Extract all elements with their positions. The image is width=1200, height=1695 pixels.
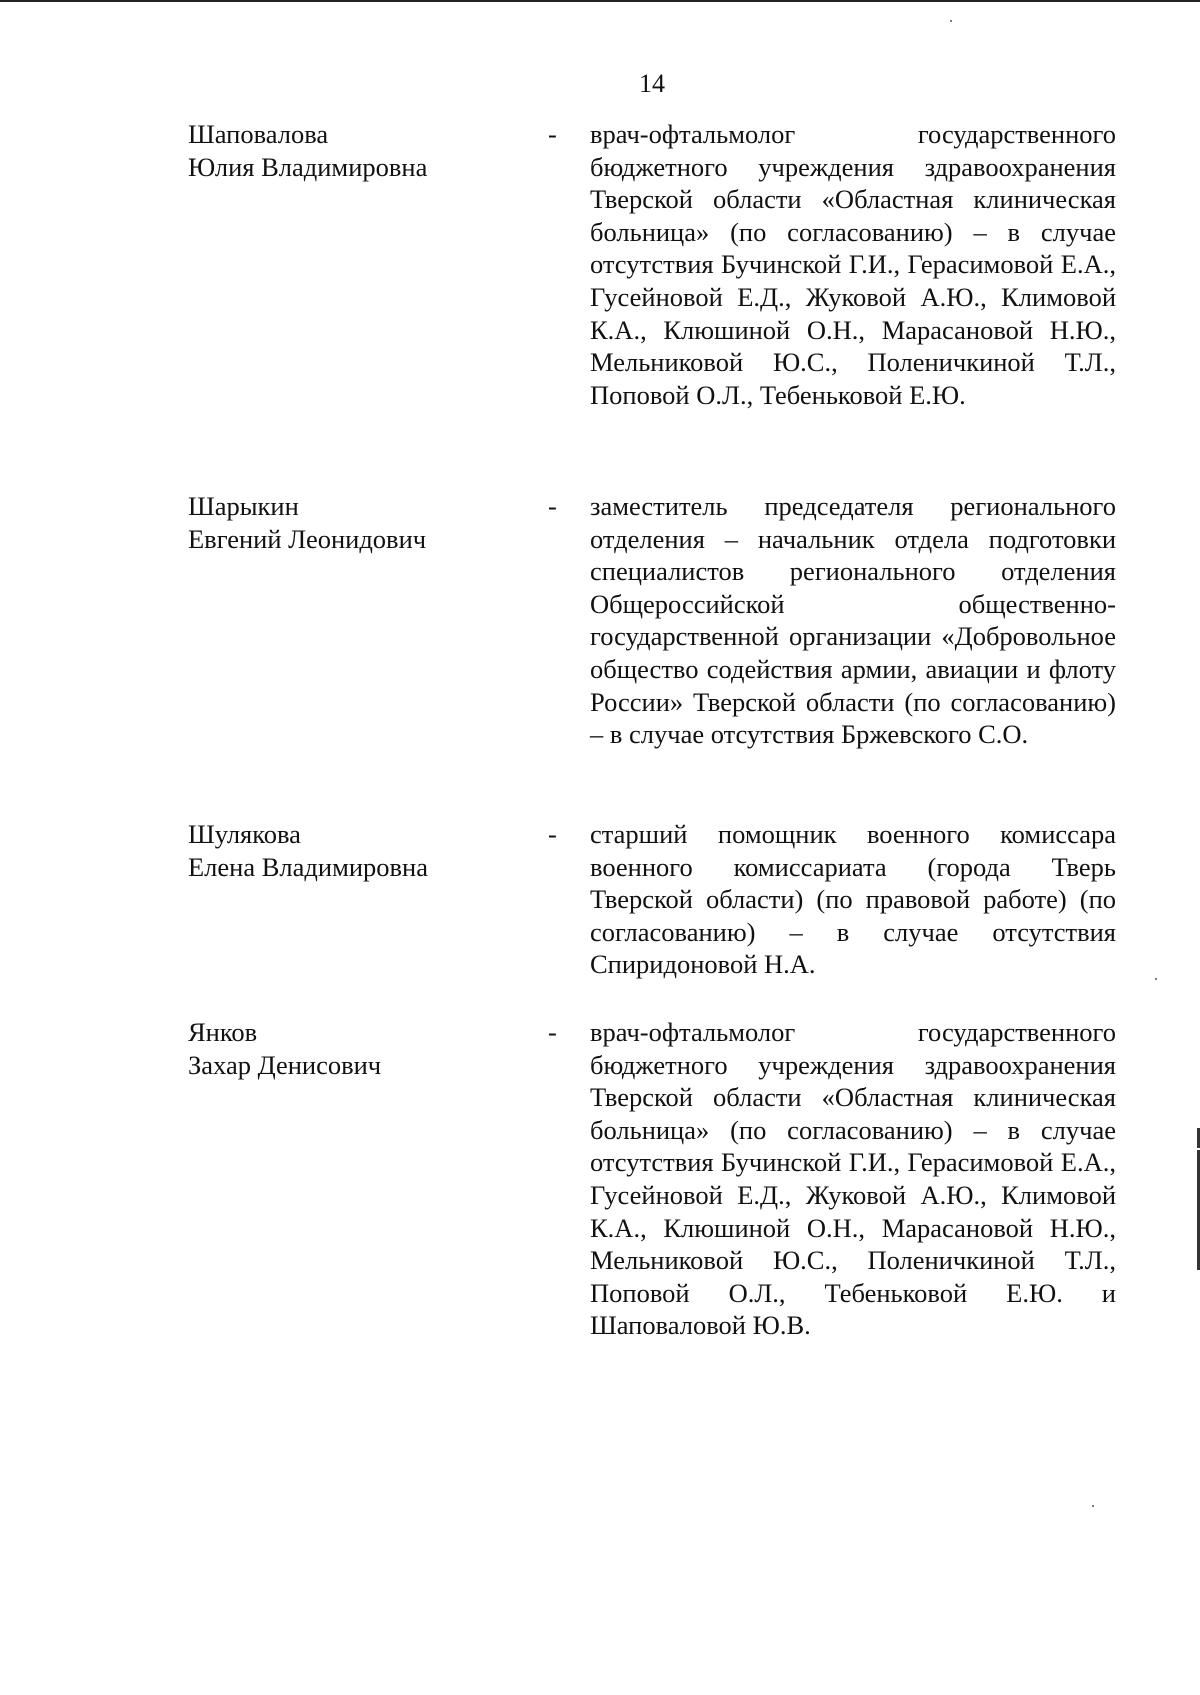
member-description: врач-офтальмолог государственного бюджетного учреждения здравоохранения Тверской области «Областная клиническая больница» (по согласованию) – в случае отсутствия Бучинской Г.И., Герасимовой Е.А., Гусейновой Е.Д., Жуковой А.Ю., Климовой К.А., Клюшиной О.Н., Марасановой Н.Ю., Мельниковой Ю.С., Поленичкиной Т.Л., Поповой О.Л., Тебеньковой Е.Ю. xyxy=(590,119,1116,410)
member-name xyxy=(188,118,488,183)
member-surname: Шаповалова xyxy=(188,119,329,149)
member-given-names: Юлия Владимировна xyxy=(188,151,428,182)
member-description: врач-офтальмолог государственного бюджетного учреждения здравоохранения Тверской области «Областная клиническая больница» (по согласованию) – в случае отсутствия Бучинской Г.И., Герасимовой Е.А., Гусейновой Е.Д., Жуковой А.Ю., Климовой К.А., Клюшиной О.Н., Марасановой Н.Ю., Мельниковой Ю.С., Поленичкиной Т.Л., Поповой О.Л., Тебеньковой Е.Ю. и Шаповаловой Ю.В. xyxy=(590,1017,1116,1341)
scan-top-border xyxy=(0,0,1200,2)
member-name xyxy=(188,818,488,883)
page-number: 14 xyxy=(639,69,665,98)
member-name xyxy=(188,490,488,555)
entry-dash: - xyxy=(548,119,557,149)
member-given-names: Евгений Леонидович xyxy=(188,523,427,554)
member-surname: Шулякова xyxy=(188,819,301,849)
member-description: старший помощник военного комиссара военного комиссариата (города Тверь Тверской области) (по правовой работе) (по согласованию) – в случае отсутствия Спиридоновой Н.А. xyxy=(590,819,1116,980)
scan-speck xyxy=(1092,1505,1094,1507)
member-description: заместитель председателя регионального отделения – начальник отдела подготовки специалистов регионального отделения Общероссийской общественно-государственной организации «Добровольное общество содействия армии, авиации и флоту России» Тверской области (по согласованию) – в случае отсутствия Бржевского С.О. xyxy=(590,491,1116,750)
member-name xyxy=(188,1016,488,1081)
scan-speck xyxy=(950,20,952,22)
member-given-names: Елена Владимировна xyxy=(188,851,428,882)
scan-speck xyxy=(1155,978,1157,980)
entry-dash: - xyxy=(548,819,557,849)
entry-dash: - xyxy=(548,491,557,521)
member-surname: Шарыкин xyxy=(188,491,299,521)
entry-dash: - xyxy=(548,1017,557,1047)
member-given-names: Захар Денисович xyxy=(188,1049,382,1080)
member-surname: Янков xyxy=(188,1017,258,1047)
